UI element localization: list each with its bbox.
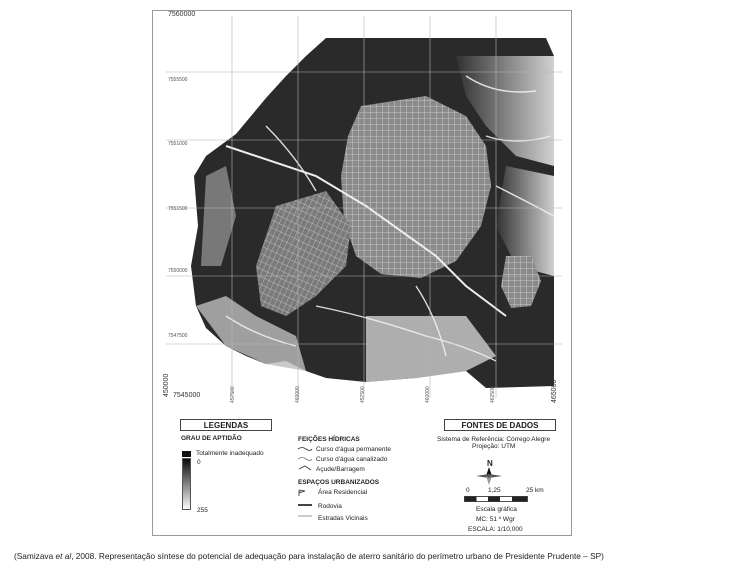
north-letter: N [487, 459, 493, 468]
north-tick: 7550000 [168, 268, 188, 274]
reference-system: Sistema de Referência: Córrego Alegre [437, 436, 551, 443]
urban-item: Estradas Vicinais [318, 515, 368, 522]
north-tick: 7555500 [168, 77, 188, 83]
total-inadequate-label: Totalmente inadequado [196, 450, 264, 457]
north-tick: 7547500 [168, 333, 188, 339]
hydro-item: Açude/Barragem [316, 466, 365, 473]
scale-max: 255 [197, 507, 208, 514]
north-bottom-coord: 7545000 [173, 392, 201, 399]
suitability-map [166, 16, 562, 398]
legend-title: LEGENDAS [180, 419, 272, 431]
scale-tick: 0 [466, 487, 470, 494]
scale-bar [464, 496, 528, 502]
east-tick: 460000 [295, 386, 301, 403]
east-right-coord: 465000 [551, 379, 558, 403]
north-tick: 7551000 [168, 141, 188, 147]
hydro-icons [297, 445, 313, 475]
scale-tick: 1,25 [488, 487, 501, 494]
figure-caption: (Samizava et al, 2008. Representação síntese do potencial de adequação para instalação de aterro sanitário do perímetro urbano de Presidente Prudente – SP) [14, 551, 604, 561]
scale-tick: 25 km [526, 487, 544, 494]
scale-min: 0 [197, 459, 201, 466]
urban-item: Área Residencial [318, 489, 368, 496]
aptitude-gradient [182, 458, 191, 510]
projection: Projeção: UTM [472, 443, 516, 450]
hydro-item: Curso d'água permanente [316, 446, 391, 453]
east-left-coord: 450000 [163, 373, 170, 397]
urban-title: ESPAÇOS URBANIZADOS [298, 479, 380, 486]
north-arrow-icon [476, 467, 502, 485]
meridian: MC: 51 º Wgr [476, 516, 515, 523]
scale-label: Escala gráfica [476, 506, 517, 513]
north-tick: 7551500 [168, 206, 188, 212]
hydro-item: Curso d'água canalizado [316, 456, 388, 463]
urban-icons [297, 488, 313, 522]
east-tick: 457500 [360, 386, 366, 403]
hydro-title: FEIÇÕES HÍDRICAS [298, 436, 360, 443]
sources-title: FONTES DE DADOS [444, 419, 556, 431]
east-tick: 462500 [490, 386, 496, 403]
map-scale: ESCALA: 1/10,000 [468, 526, 523, 533]
east-tick: 460000 [425, 386, 431, 403]
north-top-coord: 7560000 [168, 11, 196, 18]
aptitude-title: GRAU DE APTIDÃO [181, 435, 242, 442]
east-tick: 457500 [230, 386, 236, 403]
urban-item: Rodovia [318, 503, 342, 510]
total-inadequate-swatch [182, 451, 191, 457]
